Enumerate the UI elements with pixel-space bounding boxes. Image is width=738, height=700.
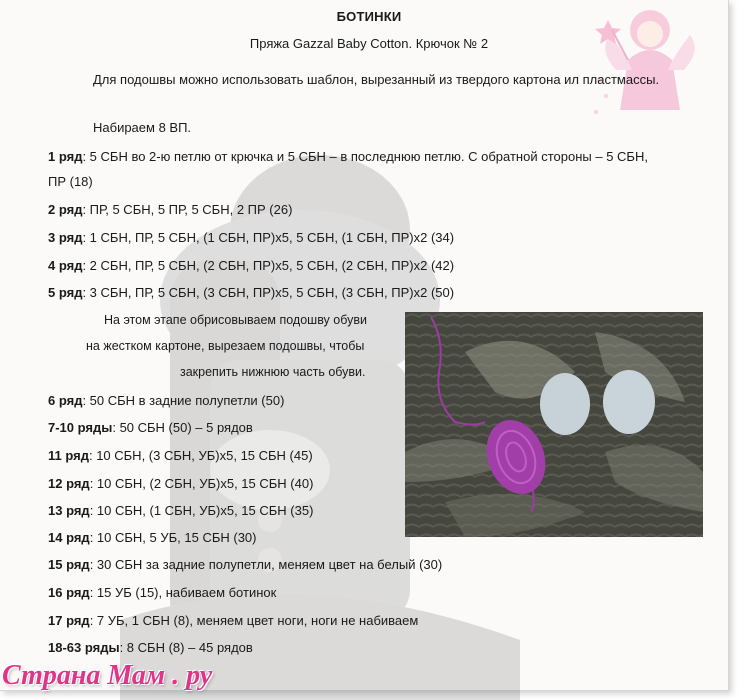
- row-label: 16 ряд: [48, 585, 90, 600]
- row-16: [48, 585, 276, 600]
- row-1-continued: [48, 174, 93, 189]
- row-text: : 10 СБН, (3 СБН, УБ)х5, 15 СБН (45): [88, 448, 313, 463]
- document-subtitle: Пряжа Gazzal Baby Cotton. Крючок № 2: [249, 36, 489, 51]
- row-11: [48, 448, 313, 463]
- row-6: [48, 393, 284, 408]
- sole-photo: [405, 312, 703, 537]
- row-text: : ПР, 5 СБН, 5 ПР, 5 СБН, 2 ПР (26): [82, 202, 293, 217]
- row-label: 4 ряд: [48, 258, 83, 273]
- row-label: 6 ряд: [48, 393, 83, 408]
- row-text: : 10 СБН, (1 СБН, УБ)х5, 15 СБН (35): [89, 503, 314, 518]
- row-18-63: [48, 640, 253, 655]
- row-5: [48, 285, 454, 300]
- intro-paragraph: Для подошвы можно использовать шаблон, вырезанный из твердого картона ил пластмассы.: [93, 72, 660, 87]
- site-watermark: Страна Мам . ру: [2, 660, 213, 691]
- row-text: : 3 СБН, ПР, 5 СБН, (3 СБН, ПР)х5, 5 СБН, (3 СБН, ПР)х2 (50): [82, 285, 455, 300]
- row-3: [48, 230, 454, 245]
- row-label: 11 ряд: [48, 448, 89, 463]
- row-17: [48, 613, 418, 628]
- row-14: [48, 530, 256, 545]
- row-label: 13 ряд: [48, 503, 90, 518]
- row-15: [48, 557, 442, 572]
- row-text: : 10 СБН, 5 УБ, 15 СБН (30): [89, 530, 257, 545]
- row-2: [48, 202, 292, 217]
- stage-note-line-3: закрепить нижнюю часть обуви.: [180, 365, 366, 379]
- sole-photo-illustration: [405, 312, 703, 537]
- row-4: [48, 258, 454, 273]
- row-12: [48, 476, 313, 491]
- row-7-10: [48, 420, 253, 435]
- cast-on-text: Набираем 8 ВП.: [93, 120, 192, 135]
- row-text: : 30 СБН за задние полупетли, меняем цвет на белый (30): [89, 557, 443, 572]
- row-text: ПР (18): [48, 174, 93, 189]
- row-text: : 2 СБН, ПР, 5 СБН, (2 СБН, ПР)х5, 5 СБН, (2 СБН, ПР)х2 (42): [82, 258, 455, 273]
- row-label: 14 ряд: [48, 530, 90, 545]
- document-title: БОТИНКИ: [336, 9, 402, 24]
- row-label: 17 ряд: [48, 613, 90, 628]
- row-text: : 50 СБН в задние полупетли (50): [82, 393, 285, 408]
- row-text: : 5 СБН во 2-ю петлю от крючка и 5 СБН – в последнюю петлю. С обратной стороны – 5 СБН,: [82, 149, 648, 164]
- row-label: 18-63 ряды: [48, 640, 120, 655]
- row-label: 15 ряд: [48, 557, 90, 572]
- row-text: : 15 УБ (15), набиваем ботинок: [89, 585, 277, 600]
- row-label: 1 ряд: [48, 149, 83, 164]
- stage-note-line-2: на жестком картоне, вырезаем подошвы, чтобы: [86, 339, 365, 353]
- row-label: 12 ряд: [48, 476, 90, 491]
- row-text: : 7 УБ, 1 СБН (8), меняем цвет ноги, ноги не набиваем: [89, 613, 419, 628]
- row-1: [48, 149, 648, 164]
- row-text: : 10 СБН, (2 СБН, УБ)х5, 15 СБН (40): [89, 476, 314, 491]
- row-text: : 8 СБН (8) – 45 рядов: [119, 640, 253, 655]
- row-label: 5 ряд: [48, 285, 83, 300]
- row-text: : 1 СБН, ПР, 5 СБН, (1 СБН, ПР)х5, 5 СБН, (1 СБН, ПР)х2 (34): [82, 230, 455, 245]
- row-label: 3 ряд: [48, 230, 83, 245]
- row-text: : 50 СБН (50) – 5 рядов: [112, 420, 253, 435]
- row-label: 2 ряд: [48, 202, 83, 217]
- row-13: [48, 503, 313, 518]
- stage-note-line-1: На этом этапе обрисовываем подошву обуви: [104, 313, 367, 327]
- row-label: 7-10 ряды: [48, 420, 113, 435]
